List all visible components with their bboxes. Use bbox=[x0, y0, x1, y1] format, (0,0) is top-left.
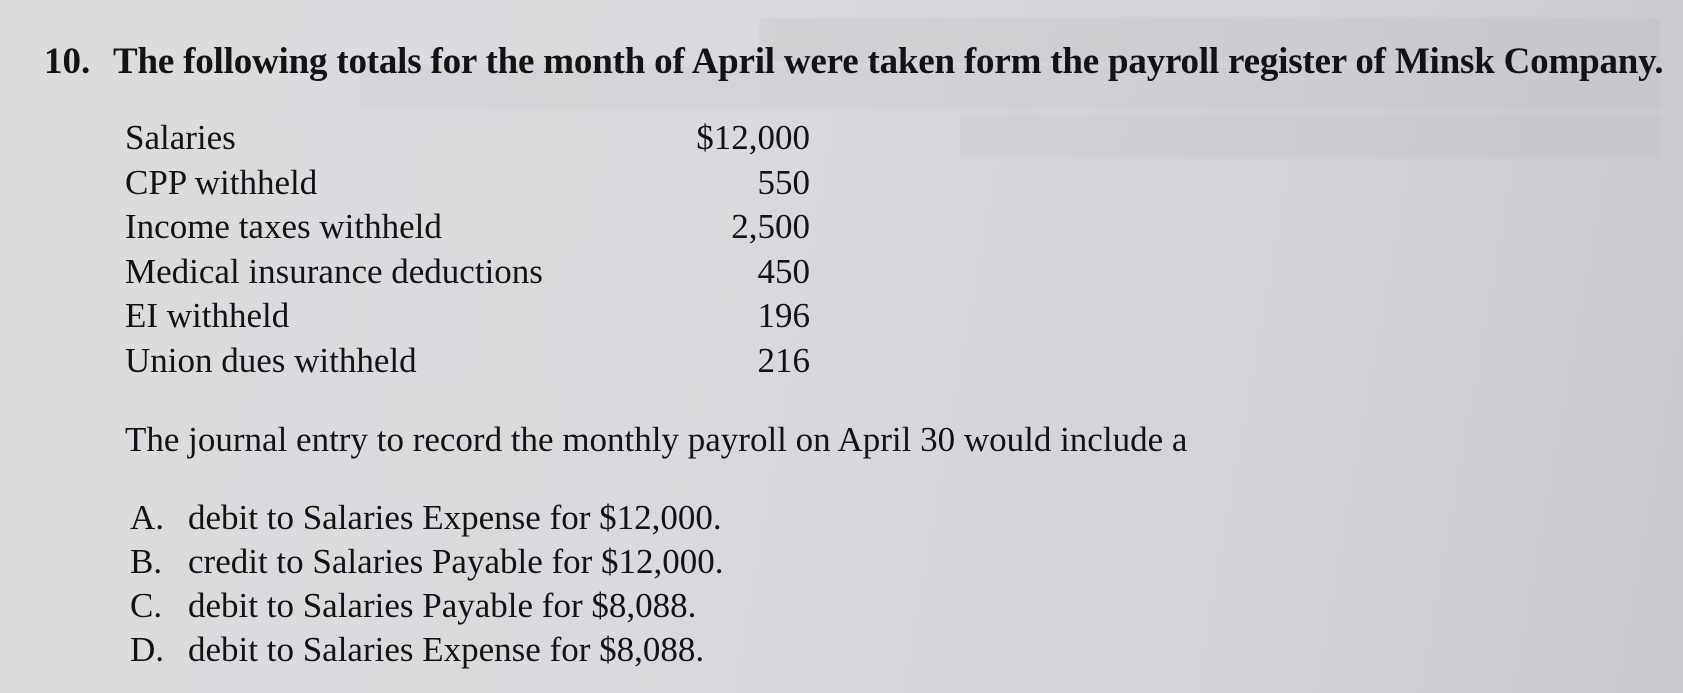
payroll-item-label: Salaries bbox=[125, 118, 236, 157]
option-text: debit to Salaries Expense for $8,088. bbox=[188, 630, 705, 669]
payroll-item-amount: 450 bbox=[757, 251, 810, 291]
question-prompt: The journal entry to record the monthly payroll on April 30 would include a bbox=[125, 420, 1188, 459]
payroll-item-amount: 550 bbox=[757, 162, 810, 202]
payroll-row bbox=[125, 163, 810, 208]
payroll-item-label: EI withheld bbox=[125, 296, 290, 335]
payroll-item-label: Income taxes withheld bbox=[125, 207, 442, 246]
payroll-item-amount: $12,000 bbox=[696, 118, 810, 157]
payroll-item-label: Union dues withheld bbox=[125, 340, 417, 380]
option-letter: D. bbox=[130, 630, 165, 669]
payroll-item-amount: 216 bbox=[757, 340, 810, 380]
payroll-item-label: Medical insurance deductions bbox=[125, 251, 543, 291]
option-letter: C. bbox=[130, 586, 163, 625]
payroll-row bbox=[125, 207, 810, 252]
question-stem: The following totals for the month of April were taken form the payroll register of Minsk Company. bbox=[113, 41, 1664, 82]
question-number: 10. bbox=[44, 41, 91, 82]
payroll-totals-list bbox=[125, 118, 810, 385]
option-text: credit to Salaries Payable for $12,000. bbox=[188, 542, 724, 581]
payroll-item-amount: 196 bbox=[757, 296, 810, 335]
payroll-row bbox=[125, 341, 810, 386]
payroll-row bbox=[125, 252, 810, 297]
payroll-row bbox=[125, 296, 810, 341]
option-letter: B. bbox=[130, 542, 163, 581]
option-letter: A. bbox=[130, 498, 165, 537]
payroll-item-label: CPP withheld bbox=[125, 162, 318, 202]
payroll-row bbox=[125, 118, 810, 163]
payroll-item-amount: 2,500 bbox=[731, 207, 810, 246]
option-text: debit to Salaries Payable for $8,088. bbox=[188, 586, 697, 625]
option-text: debit to Salaries Expense for $12,000. bbox=[188, 498, 722, 537]
